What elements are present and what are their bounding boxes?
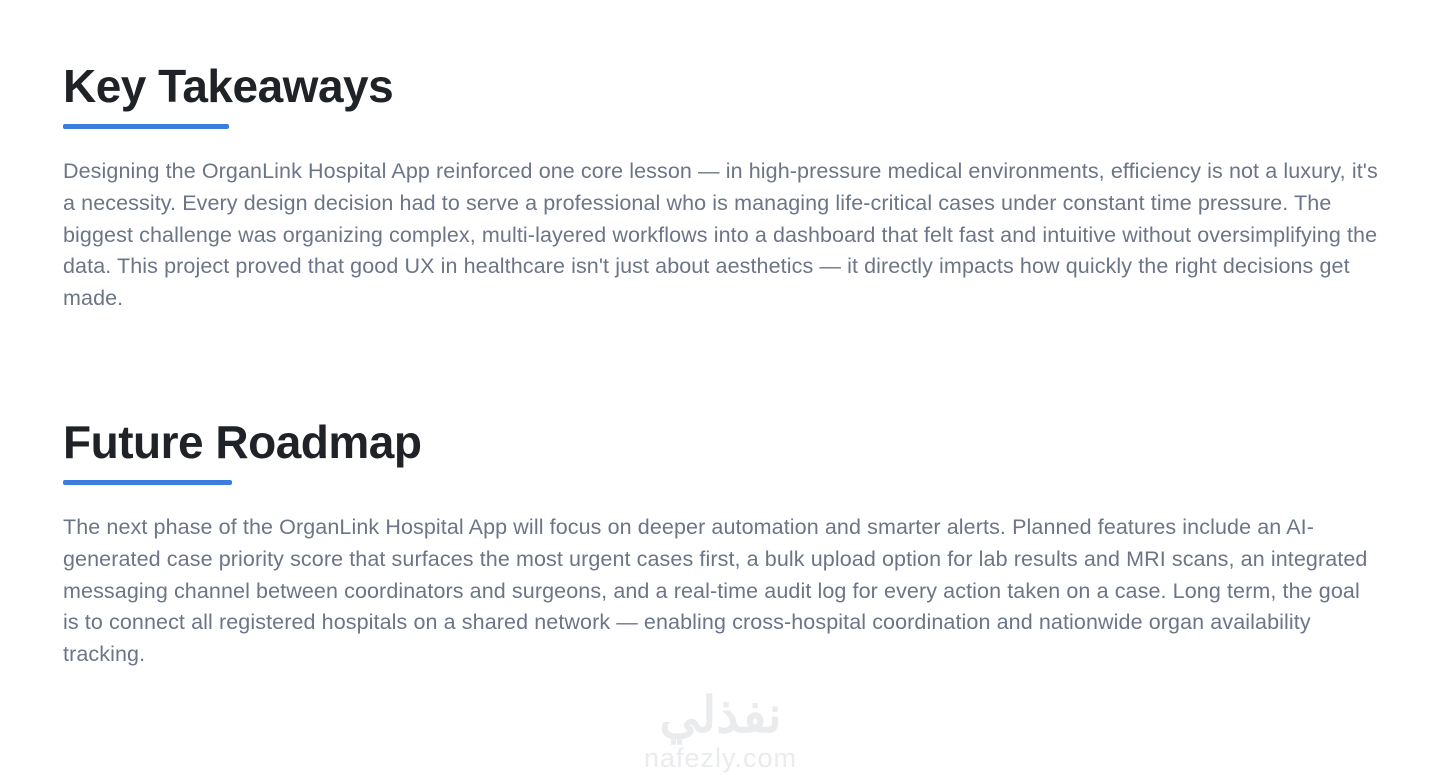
watermark-logo: نفذلي: [659, 687, 782, 743]
section-key-takeaways: [63, 58, 1378, 315]
title-underline: [63, 480, 232, 485]
title-underline: [63, 124, 229, 129]
page-title: Key Takeaways: [63, 60, 394, 112]
section-body-text: Designing the OrganLink Hospital App reinforced one core lesson — in high-pressure medical environments, efficiency is not a luxury, it's a necessity. Every design decision had to serve a professional who is managing life-critical cases under constant time pressure. The biggest challenge was organizing complex, multi-layered workflows into a dashboard that felt fast and intuitive without oversimplifying the data. This project proved that good UX in healthcare isn't just about aesthetics — it directly impacts how quickly the right decisions get made.: [63, 159, 1378, 311]
section-heading: Future Roadmap: [63, 416, 422, 468]
watermark: [0, 687, 1441, 773]
section-future-roadmap: [63, 414, 1378, 671]
watermark-label: nafezly.com: [643, 743, 798, 773]
section-body-text: The next phase of the OrganLink Hospital App will focus on deeper automation and smarter alerts. Planned features include an AI-generated case priority score that surfaces the most urgent cases first, a bulk upload option for lab results and MRI scans, an integrated messaging channel between coordinators and surgeons, and a real-time audit log for every action taken on a case. Long term, the goal is to connect all registered hospitals on a shared network — enabling cross-hospital coordination and nationwide organ availability tracking.: [63, 515, 1368, 667]
